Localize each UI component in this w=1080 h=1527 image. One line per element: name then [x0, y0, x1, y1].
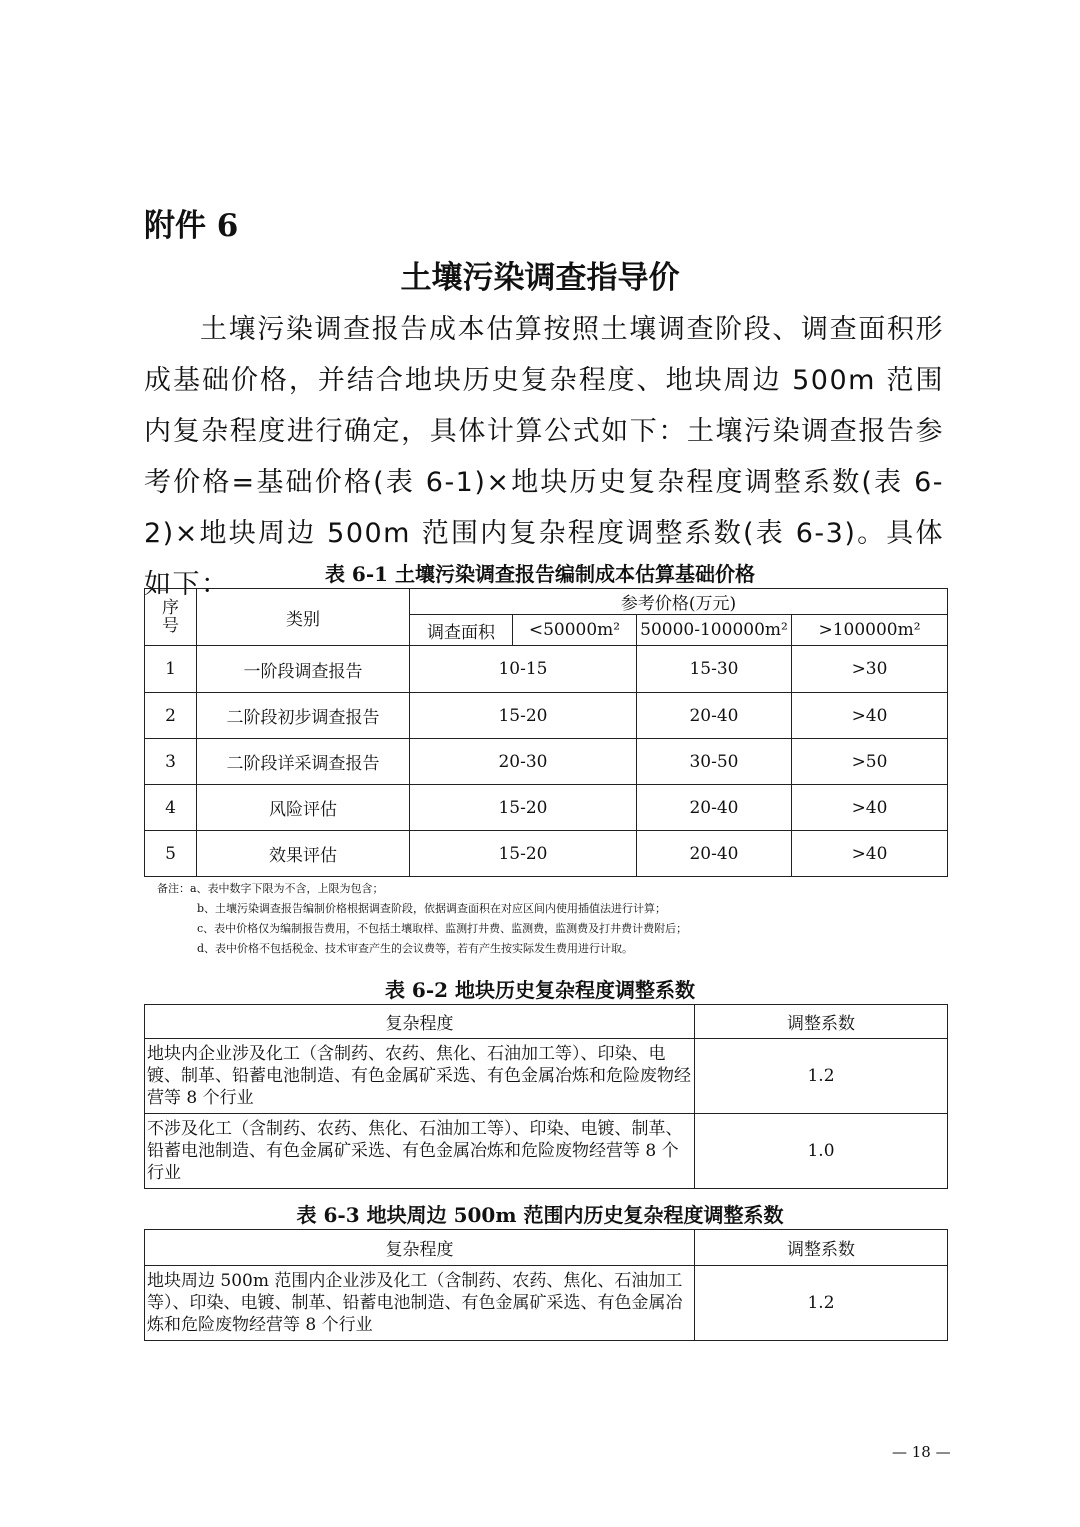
header-complexity: 复杂程度: [145, 1230, 695, 1266]
subheader-area: 调查面积: [410, 615, 513, 646]
header-complexity: 复杂程度: [145, 1005, 695, 1039]
row-price-b: 20-40: [637, 831, 792, 877]
header-seq-line2: 号: [162, 616, 179, 636]
header-seq-line1: 序: [162, 598, 179, 618]
row-price-c: >30: [792, 646, 948, 693]
document-title: 土壤污染调查指导价: [400, 260, 680, 296]
table2-caption: 表 6-2 地块历史复杂程度调整系数: [384, 978, 696, 1002]
row-price-c: >40: [792, 831, 948, 877]
row-price-c: >50: [792, 739, 948, 785]
header-category: 类别: [197, 589, 410, 646]
row-category: 一阶段调查报告: [197, 646, 410, 693]
subheader-range-c: >100000m²: [792, 615, 948, 646]
table-row: [145, 739, 948, 785]
row-no: 2: [145, 693, 197, 739]
header-coefficient: 调整系数: [695, 1005, 948, 1039]
attachment-label: 附件 6: [144, 208, 239, 244]
row-coefficient: 1.0: [695, 1114, 948, 1189]
row-category: 二阶段详采调查报告: [197, 739, 410, 785]
note-b: b、土壤污染调查报告编制价格根据调查阶段，依据调查面积在对应区间内使用插值法进行计算；: [197, 902, 667, 915]
row-price-b: 15-30: [637, 646, 792, 693]
table-row: [145, 1266, 948, 1341]
subheader-range-b: 50000-100000m²: [637, 615, 792, 646]
row-price-b: 20-40: [637, 785, 792, 831]
history-complexity-table: [144, 1004, 948, 1189]
surrounding-complexity-table: [144, 1229, 948, 1341]
row-price-b: 30-50: [637, 739, 792, 785]
row-description: 不涉及化工（含制药、农药、焦化、石油加工等）、印染、电镀、制革、铅蓄电池制造、有色金属矿采选、有色金属冶炼和危险废物经营等 8 个行业: [145, 1114, 695, 1189]
row-price-a: 20-30: [410, 739, 637, 785]
base-price-table: [144, 588, 948, 877]
row-price-a: 15-20: [410, 785, 637, 831]
row-no: 3: [145, 739, 197, 785]
intro-paragraph: 土壤污染调查报告成本估算按照土壤调查阶段、调查面积形成基础价格，并结合地块历史复杂程度、地块周边 500m 范围内复杂程度进行确定，具体计算公式如下：土壤污染调查报告参考价格=基础价格(表 6-1)×地块历史复杂程度调整系数(表 6-2)×地块周边 500m 范围内复杂程度调整系数(表 6-3)。具体如下：: [144, 314, 944, 600]
row-coefficient: 1.2: [695, 1266, 948, 1341]
header-coefficient: 调整系数: [695, 1230, 948, 1266]
header-ref-price: 参考价格(万元): [410, 589, 948, 615]
row-price-a: 15-20: [410, 831, 637, 877]
table-row: [145, 646, 948, 693]
row-no: 1: [145, 646, 197, 693]
subheader-range-a: <50000m²: [513, 615, 637, 646]
row-description: 地块周边 500m 范围内企业涉及化工（含制药、农药、焦化、石油加工等）、印染、电镀、制革、铅蓄电池制造、有色金属矿采选、有色金属冶炼和危险废物经营等 8 个行业: [145, 1266, 695, 1341]
table-row: [145, 1114, 948, 1189]
table-row: [145, 785, 948, 831]
row-price-a: 10-15: [410, 646, 637, 693]
row-price-b: 20-40: [637, 693, 792, 739]
table-row: [145, 831, 948, 877]
row-price-c: >40: [792, 785, 948, 831]
row-no: 5: [145, 831, 197, 877]
table1-notes: [157, 879, 687, 959]
note-d: d、表中价格不包括税金、技术审查产生的会议费等，若有产生按实际发生费用进行计取。: [197, 942, 634, 955]
page-number: — 18 —: [892, 1443, 951, 1461]
note-c: c、表中价格仅为编制报告费用，不包括土壤取样、监测打井费、监测费，监测费及打井费计费附后；: [197, 922, 688, 935]
row-category: 效果评估: [197, 831, 410, 877]
row-no: 4: [145, 785, 197, 831]
header-seq: [145, 589, 197, 646]
row-category: 风险评估: [197, 785, 410, 831]
row-price-a: 15-20: [410, 693, 637, 739]
table3-caption: 表 6-3 地块周边 500m 范围内历史复杂程度调整系数: [296, 1203, 784, 1227]
table1-caption: 表 6-1 土壤污染调查报告编制成本估算基础价格: [324, 562, 756, 586]
table-row: [145, 693, 948, 739]
row-coefficient: 1.2: [695, 1039, 948, 1114]
row-category: 二阶段初步调查报告: [197, 693, 410, 739]
table-row: [145, 1039, 948, 1114]
row-price-c: >40: [792, 693, 948, 739]
note-a: 备注：a、表中数字下限为不含，上限为包含；: [157, 882, 384, 895]
row-description: 地块内企业涉及化工（含制药、农药、焦化、石油加工等）、印染、电镀、制革、铅蓄电池制造、有色金属矿采选、有色金属冶炼和危险废物经营等 8 个行业: [145, 1039, 695, 1114]
